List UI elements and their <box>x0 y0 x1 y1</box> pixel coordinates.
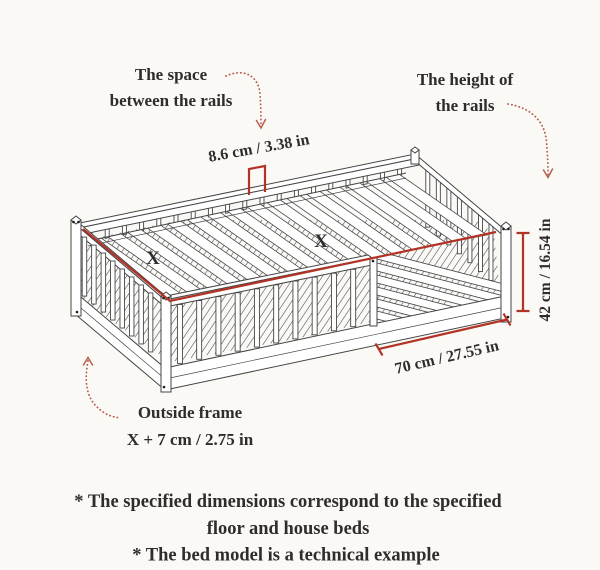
height-of-rails-line2: the rails <box>435 96 495 115</box>
height-of-rails-line1: The height of <box>416 70 514 89</box>
outside-frame-label <box>127 399 253 453</box>
space-between-rails-line2: between the rails <box>109 91 233 110</box>
footnote-1-line1: * The specified dimensions correspond to the specified <box>74 492 502 512</box>
height-of-rails-arrow <box>508 104 548 175</box>
outside-frame-line2: X + 7 cm / 2.75 in <box>126 430 254 449</box>
height-of-rails-label <box>417 67 513 119</box>
footnote-2: * The bed model is a technical example <box>132 545 440 566</box>
outside-frame-arrow <box>86 361 121 418</box>
rail-height-dimension: 42 cm / 16.54 in <box>537 218 554 322</box>
rail-height-dimension-line <box>517 233 530 311</box>
interior-length-marker: X <box>314 231 328 252</box>
interior-width-marker: X <box>146 248 160 269</box>
space-between-rails-line1: The space <box>134 65 208 84</box>
space-between-rails-label <box>110 62 233 114</box>
rail-spacing-dimension: 8.6 cm / 3.38 in <box>207 131 311 166</box>
opening-width-dimension: 70 cm / 27.55 in <box>393 337 501 378</box>
outside-frame-line1: Outside frame <box>137 403 243 422</box>
footnote-1-line2: floor and house beds <box>206 519 370 539</box>
footnote-1 <box>74 489 501 543</box>
